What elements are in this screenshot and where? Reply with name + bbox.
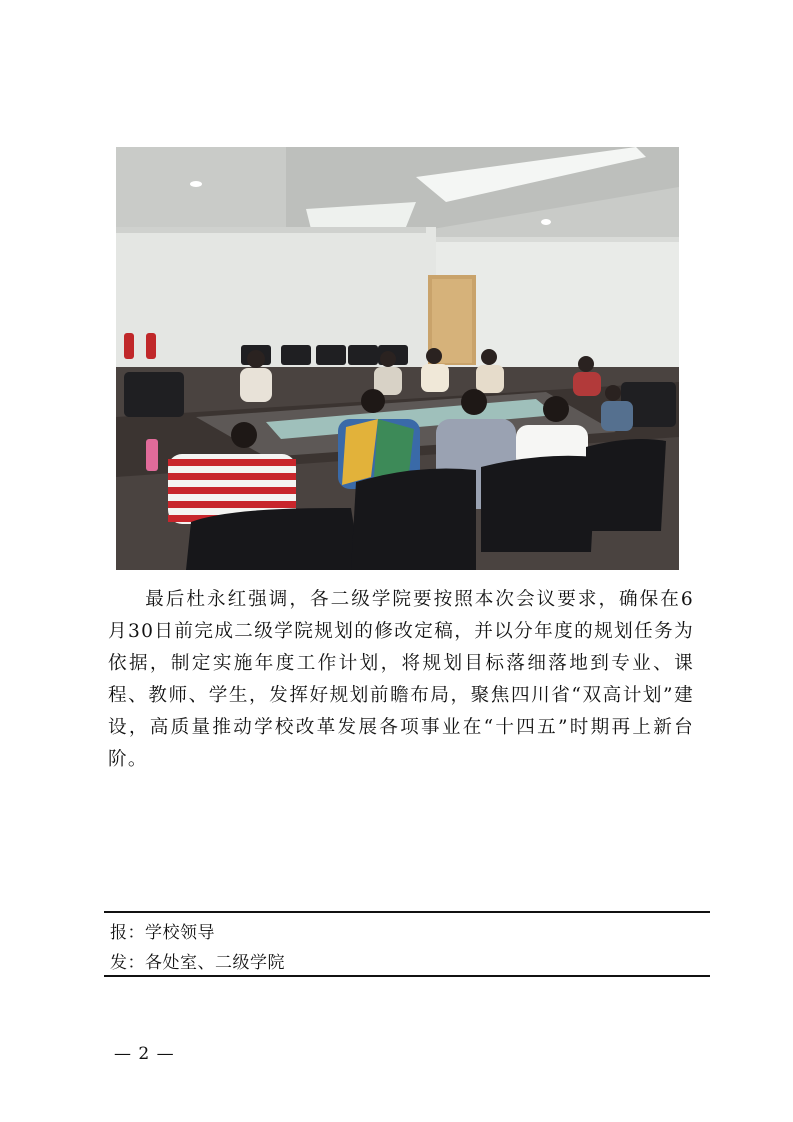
report-to-line: 报：学校领导 [110, 923, 215, 943]
page-number: — 2 — [114, 1044, 175, 1064]
body-paragraph: 最后杜永红强调，各二级学院要按照本次会议要求，确保在6月30日前完成二级学院规划的修改定稿，并以分年度的规划任务为依据，制定实施年度工作计划，将规划目标落细落地到专业、课程、教师、学生，发挥好规划前瞻布局，聚焦四川省“双高计划”建设，高质量推动学校改革发展各项事业在“十四五”时期再上新台阶。 [108, 589, 694, 770]
distribution-bottom-rule [104, 975, 710, 977]
meeting-photo [116, 147, 679, 570]
send-to-line: 发：各处室、二级学院 [110, 953, 285, 973]
distribution-top-rule [104, 911, 710, 913]
meeting-room-illustration [116, 147, 679, 570]
